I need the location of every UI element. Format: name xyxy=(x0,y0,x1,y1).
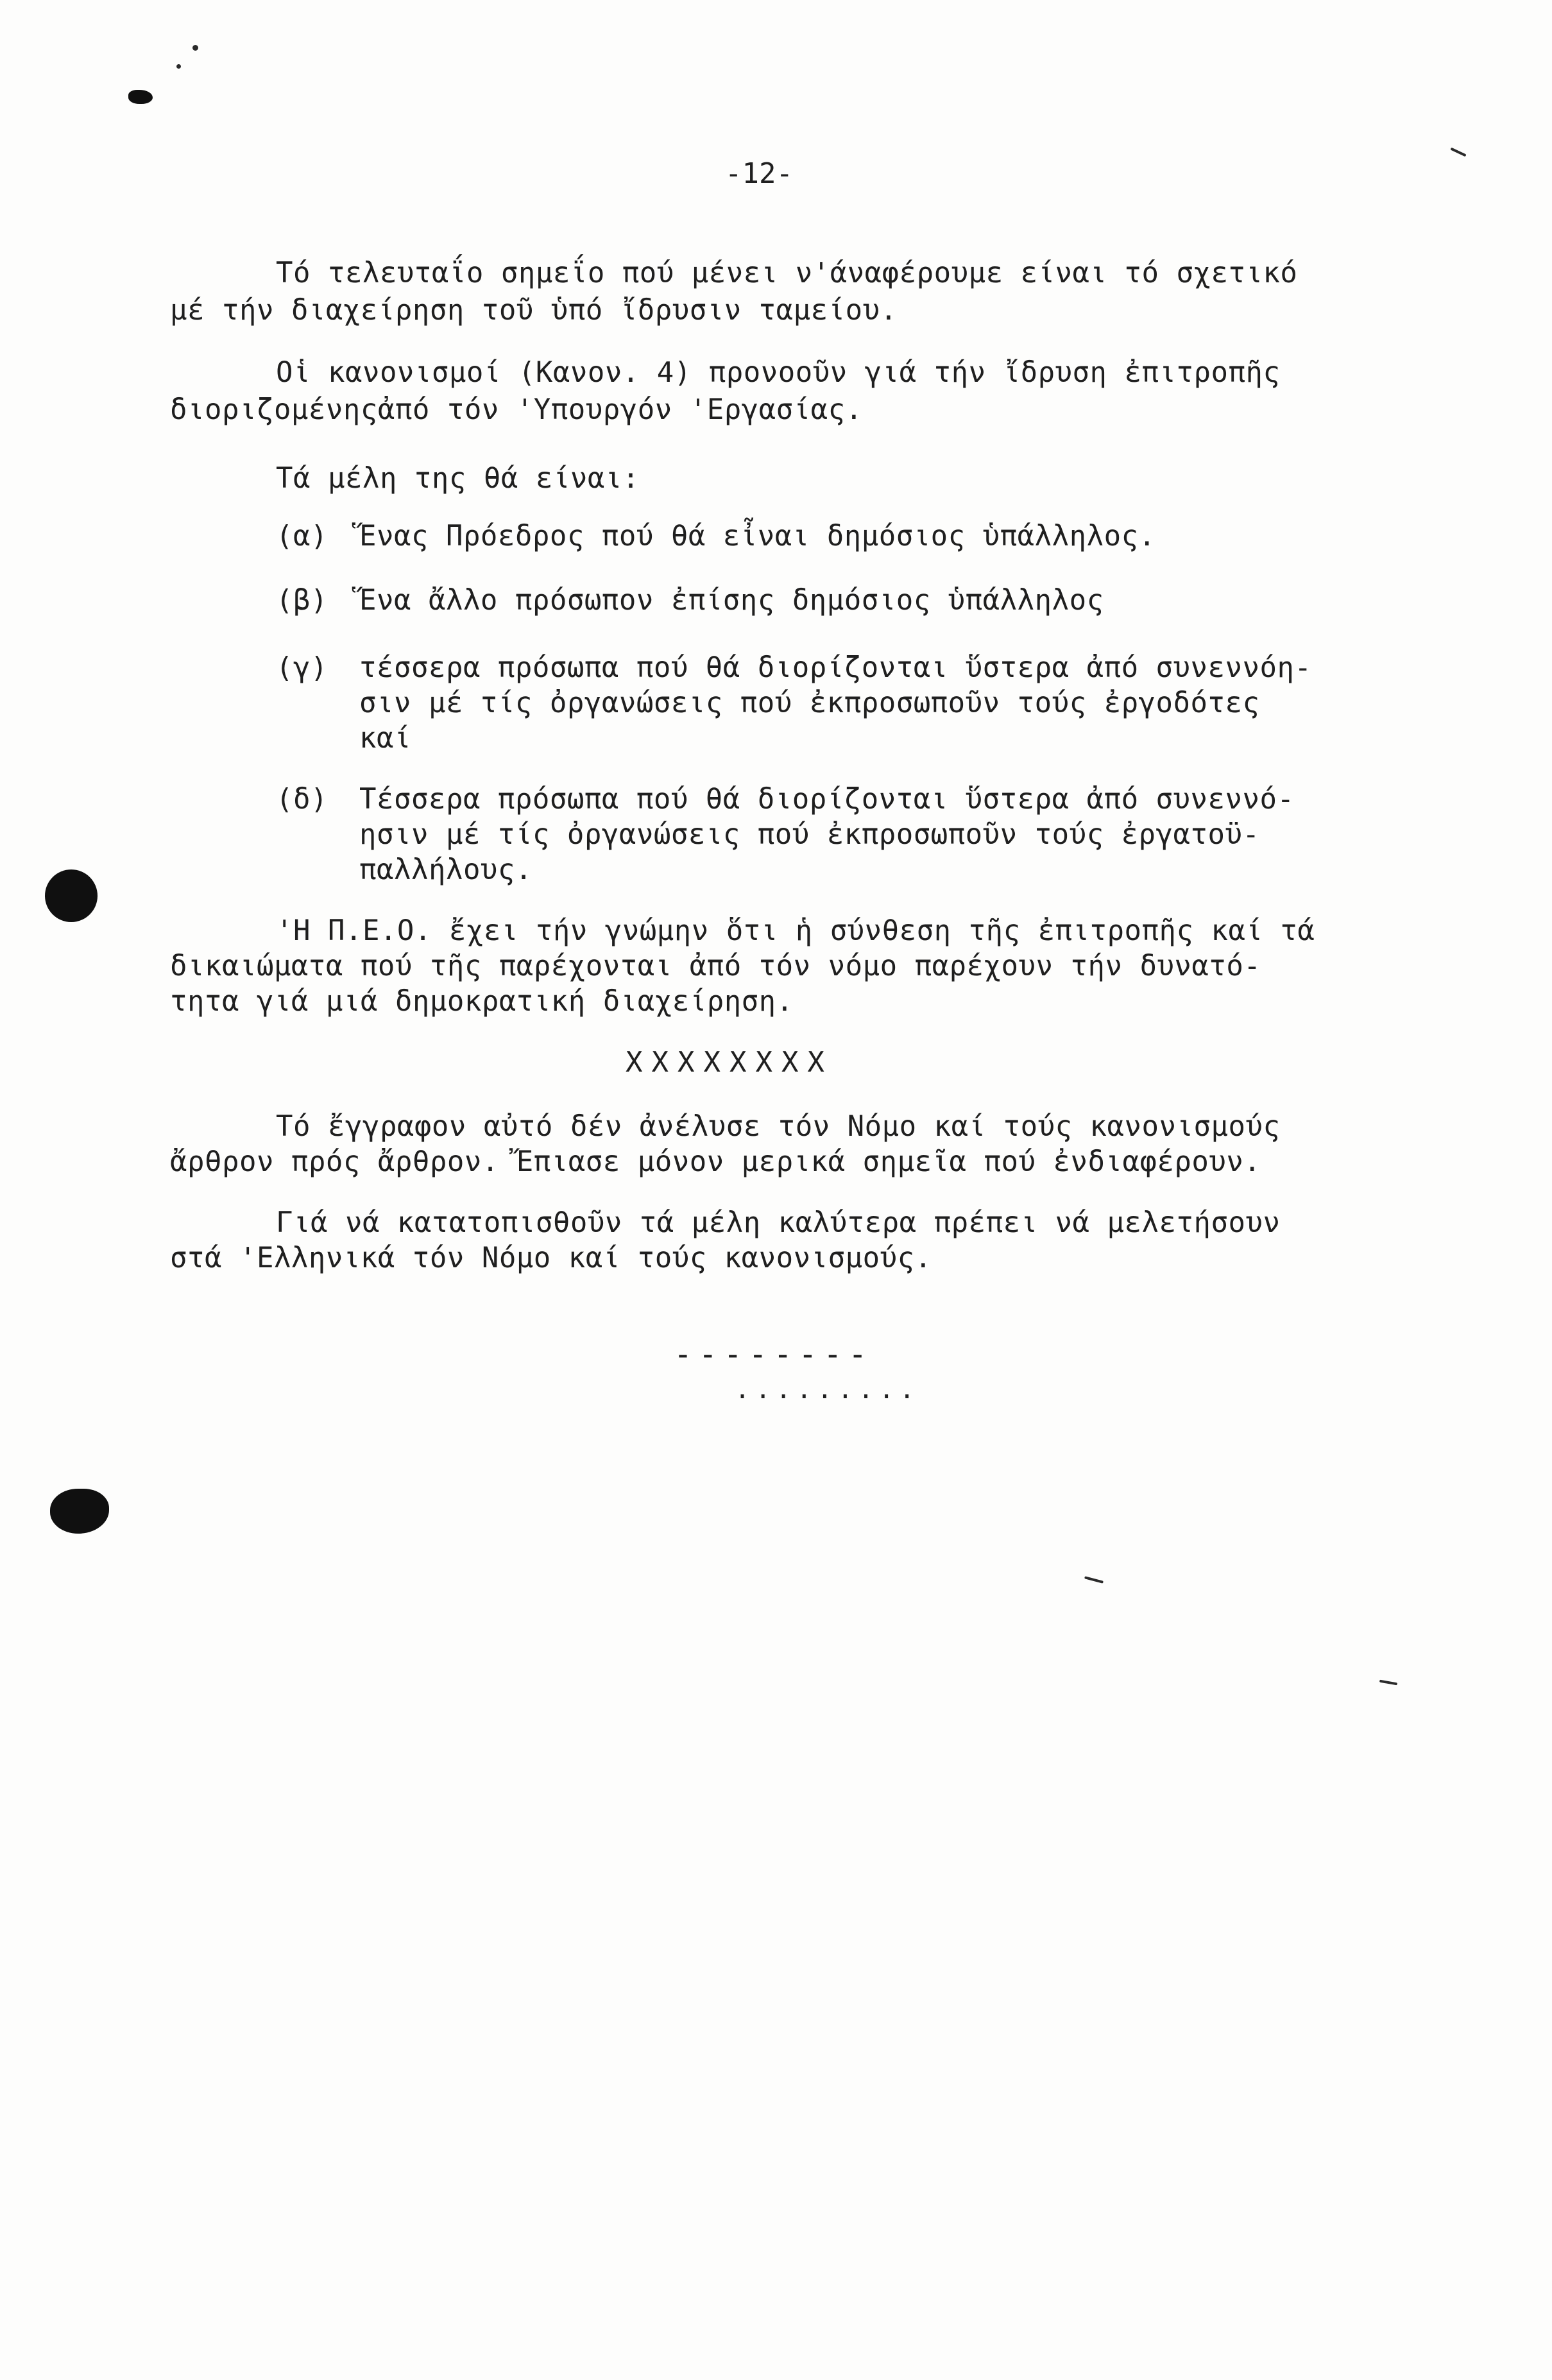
list-item-text: ησιν μέ τίς ὀργανώσεις πού ἐκπροσωποῦν τούς ἐργατοϋ- xyxy=(359,818,1260,851)
list-item-text: καί xyxy=(359,722,411,755)
speck xyxy=(1450,148,1466,157)
speck xyxy=(1379,1680,1397,1686)
section-separator: XXXXXXXX xyxy=(626,1046,833,1079)
paragraph-5-line-1: Τό ἔγγραφον αὐτό δέν ἀνέλυσε τόν Νόμο καί τούς κανονισμούς xyxy=(276,1110,1281,1143)
list-item-text: Τέσσερα πρόσωπα πού θά διορίζονται ὕστερα ἀπό συνεννό- xyxy=(359,783,1295,816)
list-item-marker: (α) xyxy=(276,520,328,552)
closing-dots: ......... xyxy=(735,1375,920,1405)
list-item-marker: (β) xyxy=(276,584,328,617)
paragraph-3: Τά μέλη της θά είναι: xyxy=(276,462,640,495)
corner-speck xyxy=(176,64,181,69)
page-number: -12- xyxy=(725,157,793,190)
paragraph-5-line-2: ἄρθρον πρός ἄρθρον. Ἔπιασε μόνον μερικά σημεῖα πού ἐνδιαφέρουν. xyxy=(170,1145,1261,1178)
paragraph-4-line-1: 'Η Π.Ε.Ο. ἔχει τήν γνώμην ὅτι ἡ σύνθεση τῆς ἐπιτροπῆς καί τά xyxy=(276,914,1315,947)
paragraph-6-line-2: στά 'Ελληνικά τόν Νόμο καί τούς κανονισμούς. xyxy=(170,1242,932,1274)
paragraph-4-line-2: δικαιώματα πού τῆς παρέχονται ἀπό τόν νόμο παρέχουν τήν δυνατό- xyxy=(170,950,1261,982)
list-item-text: Ἕνα ἄλλο πρόσωπον ἐπίσης δημόσιος ὑπάλληλος xyxy=(359,584,1104,617)
paragraph-6-line-1: Γιά νά κατατοπισθοῦν τά μέλη καλύτερα πρέπει νά μελετήσουν xyxy=(276,1206,1281,1239)
list-item-text: Ἕνας Πρόεδρος πού θά εἶναι δημόσιος ὑπάλληλος. xyxy=(359,520,1156,552)
list-item-text: σιν μέ τίς ὀργανώσεις πού ἐκπροσωποῦν τούς ἐργοδότες xyxy=(359,687,1260,719)
corner-mark xyxy=(128,90,153,104)
speck xyxy=(1084,1576,1104,1584)
punch-hole-top xyxy=(45,869,98,922)
paragraph-2-line-2: διοριζομένηςἀπό τόν 'Υπουργόν 'Εργασίας. xyxy=(170,393,863,426)
closing-dashes: -------- xyxy=(674,1337,874,1373)
list-item-text: τέσσερα πρόσωπα πού θά διορίζονται ὕστερα ἀπό συνεννόη- xyxy=(359,651,1312,684)
paragraph-1-line-1: Τό τελευταΐο σημεΐο πού μένει ν'άναφέρουμε είναι τό σχετικό xyxy=(276,257,1298,289)
list-item-marker: (γ) xyxy=(276,651,328,684)
corner-speck xyxy=(192,45,198,51)
punch-hole-bottom xyxy=(50,1489,109,1534)
paragraph-4-line-3: τητα γιά μιά δημοκρατική διαχείρηση. xyxy=(170,985,794,1018)
list-item-marker: (δ) xyxy=(276,783,328,816)
paragraph-2-line-1: Οἱ κανονισμοί (Κανον. 4) προνοοῦν γιά τήν ἴδρυση ἐπιτροπῆς xyxy=(276,356,1281,389)
paragraph-1-line-2: μέ τήν διαχείρηση τοῦ ὑπό ἴδρυσιν ταμείου. xyxy=(170,294,898,327)
list-item-text: παλλήλους. xyxy=(359,853,533,886)
